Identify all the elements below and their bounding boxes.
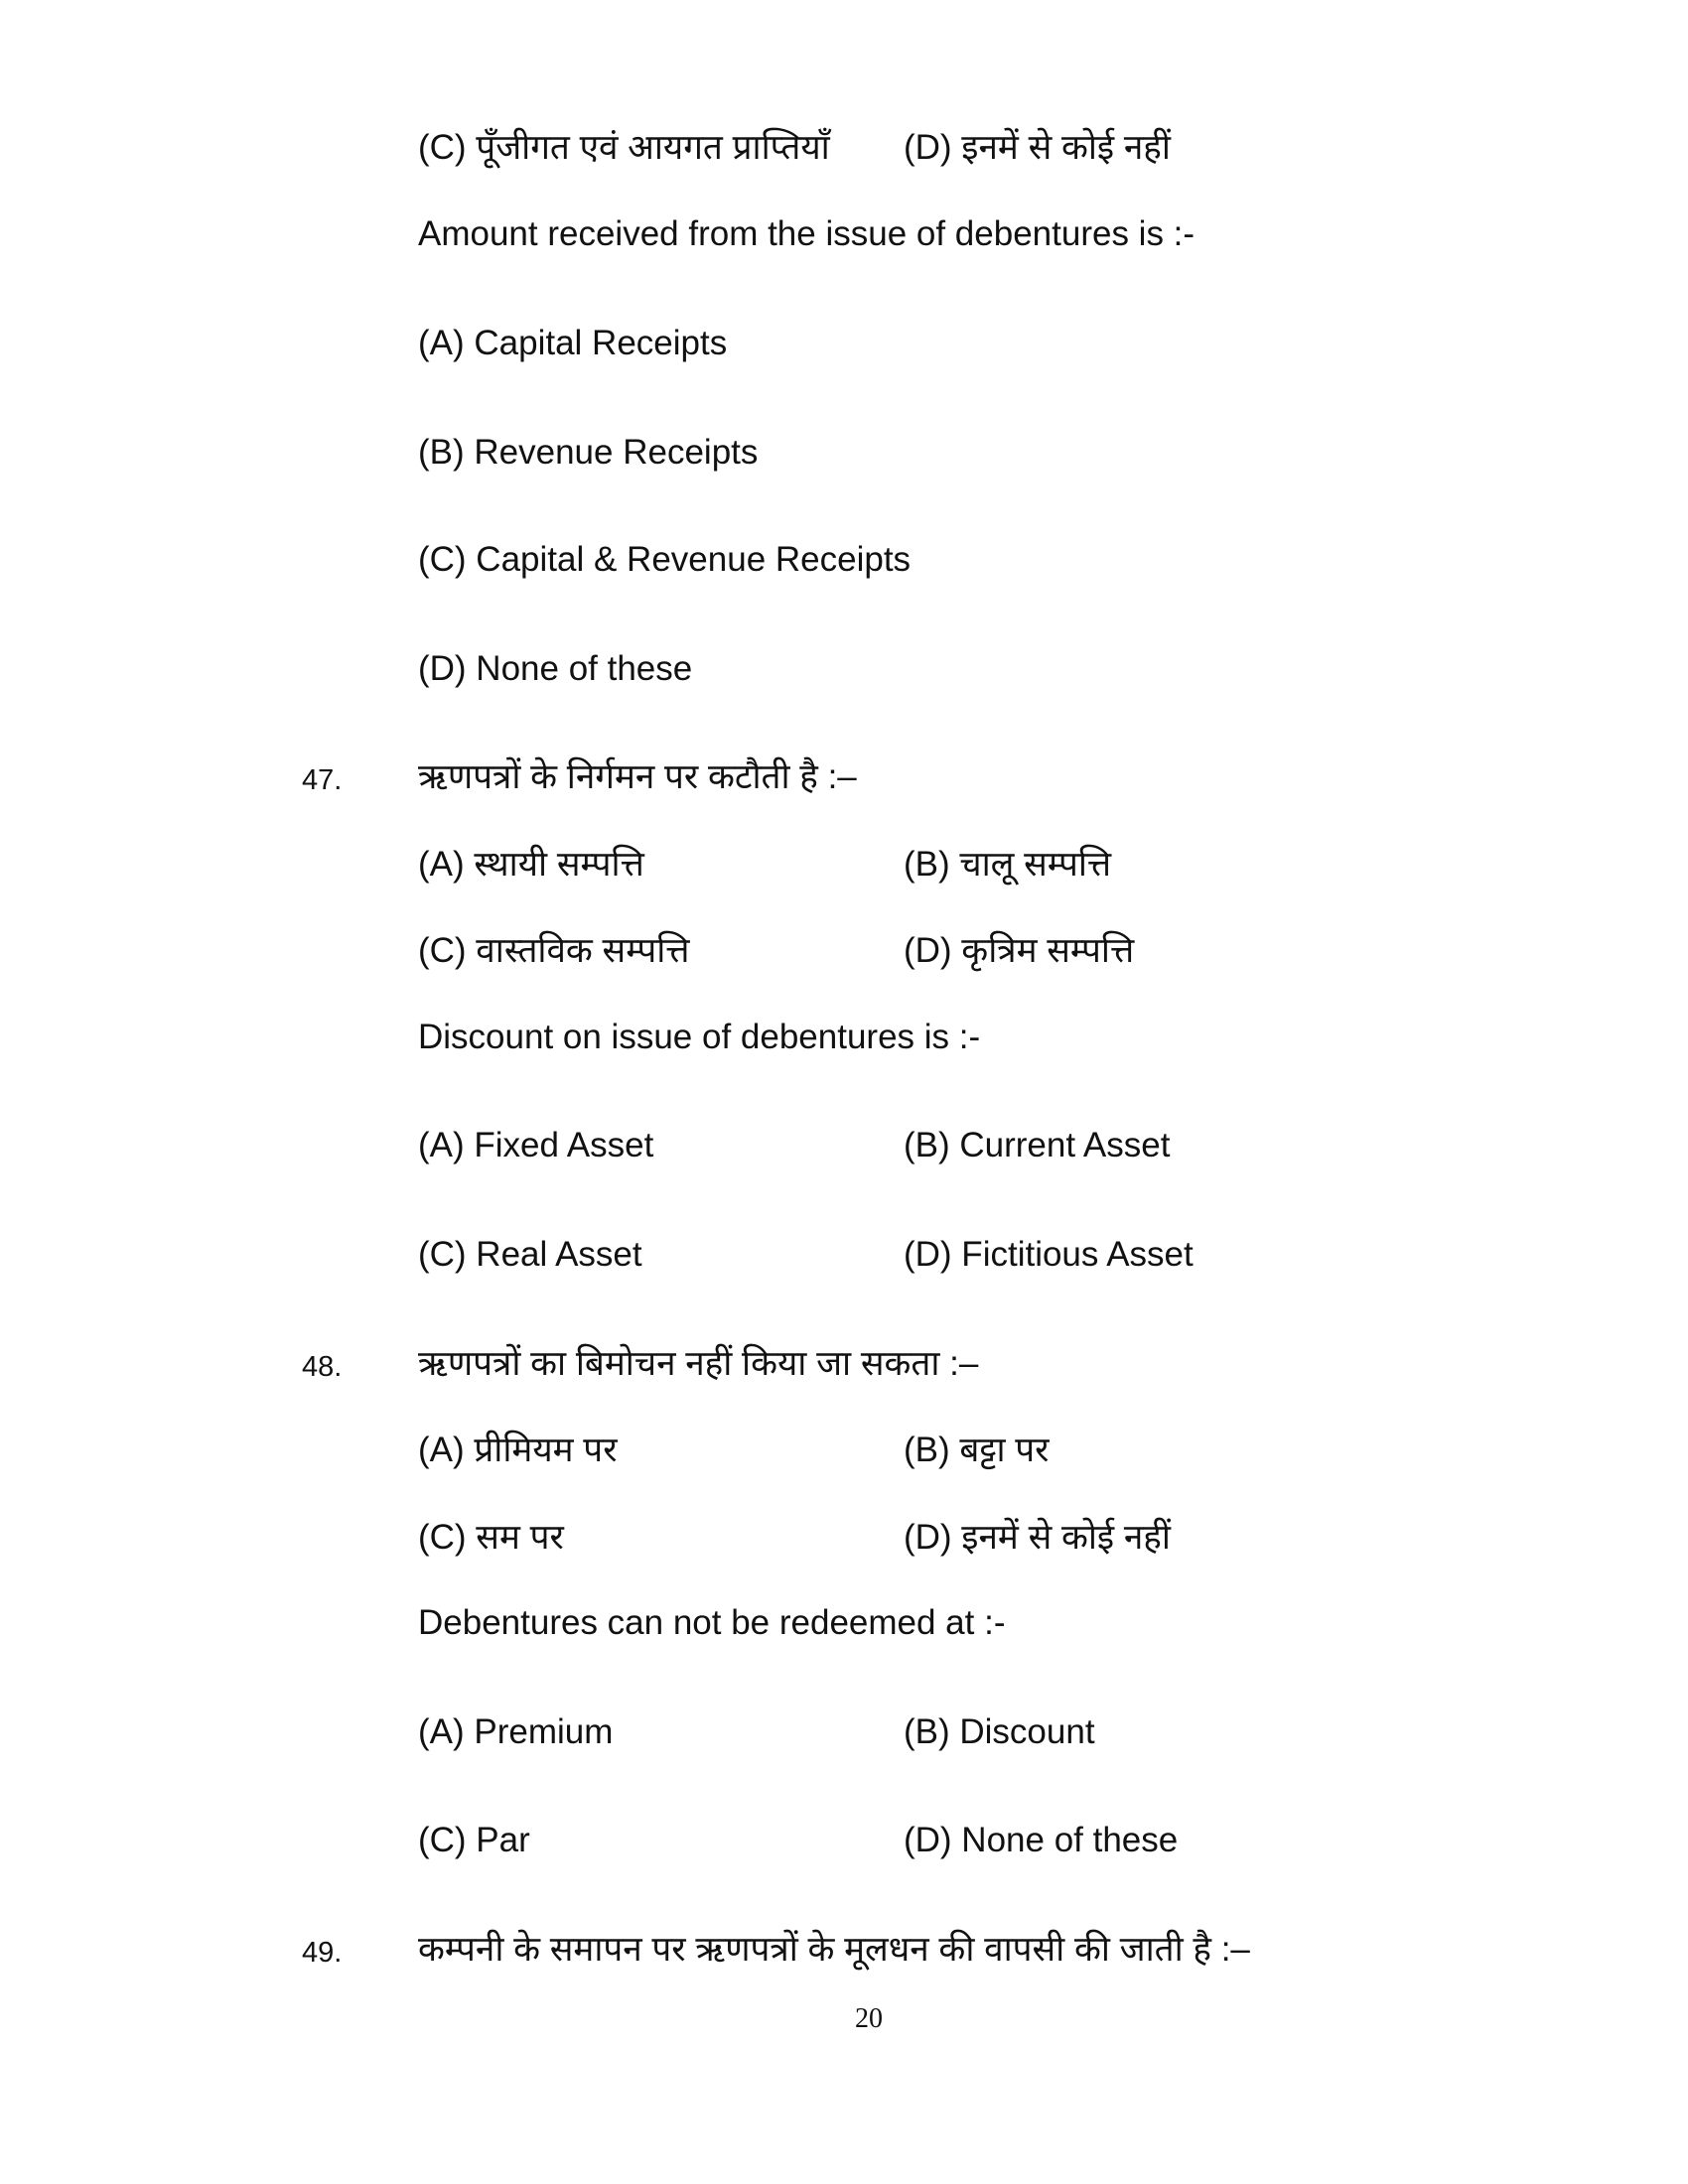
option-c-hindi: (C) पूँजीगत एवं आयगत प्राप्तियाँ — [418, 128, 830, 167]
question-text-hindi: ऋणपत्रों के निर्गमन पर कटौती है :– — [418, 757, 857, 796]
option-b-hindi: (B) बट्टा पर — [904, 1431, 1050, 1469]
option-b-english: (B) Discount — [904, 1712, 1095, 1751]
question-number: 48. — [302, 1351, 343, 1383]
question-text-english: Discount on issue of debentures is :- — [418, 1018, 981, 1056]
option-a-english: (A) Premium — [418, 1712, 614, 1751]
option-a-hindi: (A) स्थायी सम्पत्ति — [418, 845, 644, 884]
question-text-english: Debentures can not be redeemed at :- — [418, 1603, 1006, 1642]
option-a-english: (A) Fixed Asset — [418, 1126, 654, 1164]
option-c-english: (C) Real Asset — [418, 1235, 642, 1274]
question-text-hindi: ऋणपत्रों का बिमोचन नहीं किया जा सकता :– — [418, 1344, 979, 1383]
option-d-english: (D) Fictitious Asset — [904, 1235, 1194, 1274]
option-c-english: (C) Capital & Revenue Receipts — [418, 540, 912, 579]
option-d-english: (D) None of these — [418, 649, 693, 688]
page-number: 20 — [855, 2003, 883, 2034]
question-text-english: Amount received from the issue of debentures is :- — [418, 214, 1196, 253]
question-text-hindi: कम्पनी के समापन पर ऋणपत्रों के मूलधन की वापसी की जाती है :– — [418, 1930, 1250, 1969]
option-a-english: (A) Capital Receipts — [418, 324, 728, 362]
option-d-hindi: (D) इनमें से कोई नहीं — [904, 1518, 1171, 1557]
question-number: 49. — [302, 1937, 343, 1969]
option-d-hindi: (D) कृत्रिम सम्पत्ति — [904, 931, 1135, 970]
option-c-english: (C) Par — [418, 1821, 530, 1859]
option-d-hindi: (D) इनमें से कोई नहीं — [904, 128, 1171, 167]
option-b-english: (B) Current Asset — [904, 1126, 1171, 1164]
question-number: 47. — [302, 764, 343, 796]
option-a-hindi: (A) प्रीमियम पर — [418, 1431, 618, 1469]
option-c-hindi: (C) वास्तविक सम्पत्ति — [418, 931, 690, 970]
option-b-hindi: (B) चालू सम्पत्ति — [904, 845, 1112, 884]
option-c-hindi: (C) सम पर — [418, 1518, 564, 1557]
option-b-english: (B) Revenue Receipts — [418, 433, 759, 472]
option-d-english: (D) None of these — [904, 1821, 1179, 1859]
